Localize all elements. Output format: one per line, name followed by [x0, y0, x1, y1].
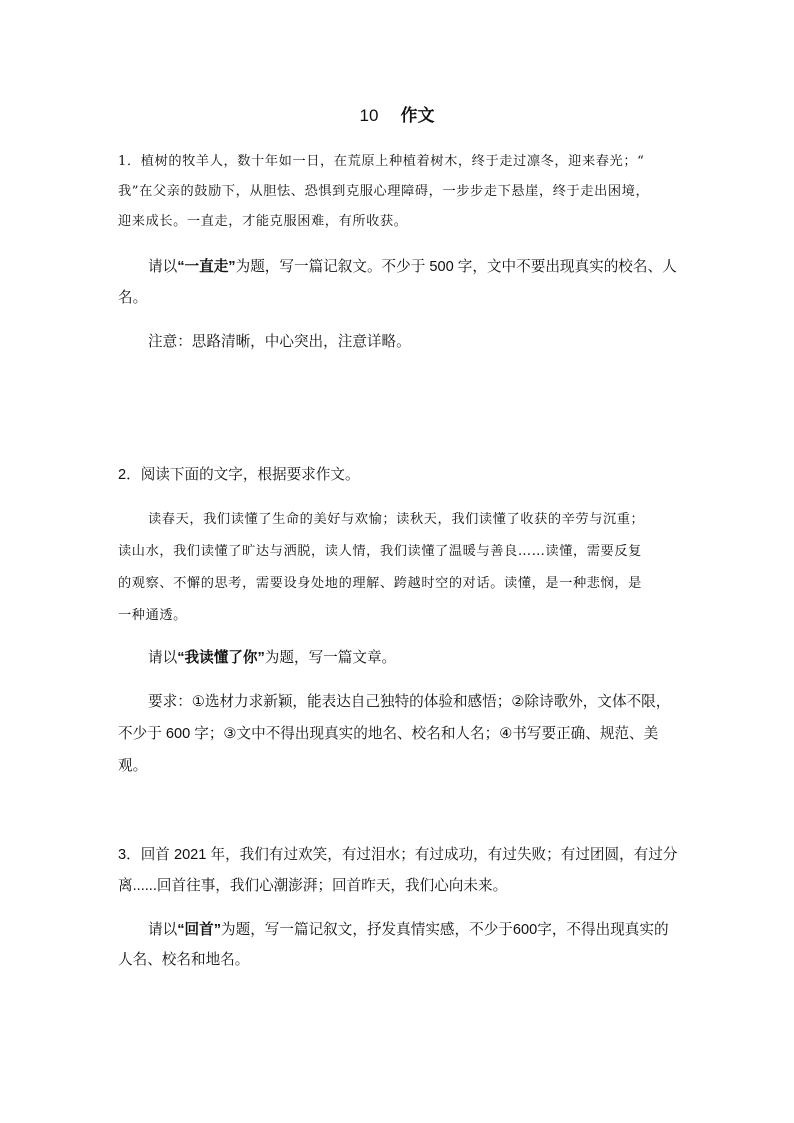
q3-prompt-line-2: 人名、校名和地名。 [118, 952, 250, 968]
q2-line-4: 一种通透。 [118, 608, 187, 623]
title-text: 作文 [400, 106, 435, 125]
q1-prompt-line-2: 名。 [118, 290, 148, 306]
q3-prompt-topic: “回首” [177, 922, 221, 938]
q2-line-2: 读山水，我们读懂了旷达与洒脱，读人情，我们读懂了温暖与善良……读懂，需要反复 [118, 544, 642, 559]
q2-prompt-post: 为题，写一篇文章。 [264, 650, 397, 666]
q2-req-line-1: 要求：①选材力求新颖，能表达自己独特的体验和感悟；②除诗歌外，文体不限， [148, 694, 671, 710]
q2-prompt-topic: “我读懂了你” [177, 650, 265, 666]
q1-prompt-pre: 请以 [148, 259, 178, 275]
q1-prompt-topic: “一直走” [177, 259, 236, 275]
q1-prompt [148, 255, 677, 276]
q3-prompt [148, 918, 669, 939]
q1-note: 注意：思路清晰，中心突出，注意详略。 [148, 334, 411, 350]
q1-line-1: 1．植树的牧羊人，数十年如一日，在荒原上种植着树木，终于走过凛冬，迎来春光；“ [118, 154, 645, 169]
q1-line-3: 迎来成长。一直走，才能克服困难，有所收获。 [118, 214, 408, 229]
q2-req-line-2: 不少于 600 字；③文中不得出现真实的地名、校名和人名；④书写要正确、规范、美 [118, 726, 659, 742]
q2-prompt [148, 646, 396, 667]
q1-line-2: 我”在父亲的鼓励下，从胆怯、恐惧到克服心理障碍，一步步走下悬崖，终于走出困境， [118, 184, 650, 199]
q3-line-2: 离......回首往事，我们心潮澎湃；回首昨天，我们心向未来。 [118, 878, 508, 894]
q2-prompt-pre: 请以 [148, 650, 178, 666]
q3-prompt-post: 为题，写一篇记叙文，抒发真情实感，不少于600字，不得出现真实的 [221, 922, 669, 938]
q2-line-3: 的观察、不懈的思考，需要设身处地的理解、跨越时空的对话。读懂，是一种悲悯，是 [118, 576, 642, 591]
q1-prompt-post: 为题，写一篇记叙文。不少于 500 字，文中不要出现真实的校名、人 [235, 259, 677, 275]
q2-intro: 2．阅读下面的文字，根据要求作文。 [118, 467, 360, 483]
title-number: 10 [359, 106, 379, 125]
q3-line-1: 3．回首 2021 年，我们有过欢笑，有过泪水；有过成功，有过失败；有过团圆，有过分 [118, 847, 678, 863]
q2-req-line-3: 观。 [118, 758, 148, 774]
page-title [0, 101, 794, 126]
q3-prompt-pre: 请以 [148, 922, 178, 938]
q2-line-1: 读春天，我们读懂了生命的美好与欢愉；读秋天，我们读懂了收获的辛劳与沉重； [148, 512, 645, 527]
